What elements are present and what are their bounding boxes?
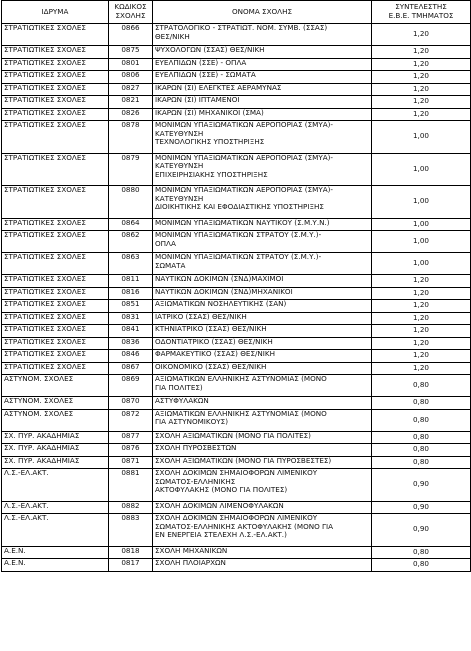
cell-school-code: 0841	[109, 325, 153, 338]
cell-institution: ΣΤΡΑΤΙΩΤΙΚΕΣ ΣΧΟΛΕΣ	[2, 218, 109, 231]
cell-school-name	[153, 186, 372, 219]
school-name-line: ΚΑΤΕΥΘΥΝΣΗ	[155, 193, 204, 203]
cell-institution: ΣΤΡΑΤΙΩΤΙΚΕΣ ΣΧΟΛΕΣ	[2, 275, 109, 288]
cell-institution: ΣΤΡΑΤΙΩΤΙΚΕΣ ΣΧΟΛΕΣ	[2, 325, 109, 338]
cell-school-code: 0836	[109, 337, 153, 350]
school-name-line: ΜΟΝΙΜΩΝ ΥΠΑΞΙΩΜΑΤΙΚΩΝ ΣΤΡΑΤΟΥ (Σ.Μ.Υ.)-	[155, 230, 322, 239]
cell-coefficient: 1,20	[372, 300, 471, 313]
cell-school-code: 0817	[109, 559, 153, 572]
cell-school-name	[153, 24, 372, 46]
table-row	[2, 546, 471, 559]
cell-coefficient: 1,20	[372, 108, 471, 121]
cell-coefficient: 1,20	[372, 46, 471, 59]
cell-school-name	[153, 58, 372, 71]
table-row	[2, 312, 471, 325]
school-name-line: ΙΚΑΡΩΝ (ΣΙ) ΜΗΧΑΝΙΚΟΙ (ΣΜΑ)	[155, 108, 264, 117]
cell-school-code: 0811	[109, 275, 153, 288]
cell-institution: ΑΣΤΥΝΟΜ. ΣΧΟΛΕΣ	[2, 375, 109, 397]
school-name-line: ΣΧΟΛΗ ΔΟΚΙΜΩΝ ΣΗΜΑΙΟΦΟΡΩΝ ΛΙΜΕΝΙΚΟΥ	[155, 468, 318, 477]
school-name-line: ΣΧΟΛΗ ΠΥΡΟΣΒΕΣΤΩΝ	[155, 443, 237, 452]
table-row	[2, 514, 471, 547]
table-row	[2, 325, 471, 338]
cell-school-code: 0827	[109, 83, 153, 96]
cell-school-code: 0883	[109, 514, 153, 547]
school-name-line: ΣΧΟΛΗ ΔΟΚΙΜΩΝ ΛΙΜΕΝΟΦΥΛΑΚΩΝ	[155, 501, 284, 510]
cell-coefficient: 1,20	[372, 362, 471, 375]
school-name-line: ΙΚΑΡΩΝ (ΣΙ) ΕΛΕΓΚΤΕΣ ΑΕΡΑΜΥΝΑΣ	[155, 83, 282, 92]
table-row	[2, 501, 471, 514]
cell-school-code: 0872	[109, 409, 153, 431]
cell-school-code: 0875	[109, 46, 153, 59]
cell-coefficient: 0,80	[372, 546, 471, 559]
table-row	[2, 350, 471, 363]
school-name-line: ΕΝ ΕΝΕΡΓΕΙΑ ΣΤΕΛΕΧΗ Λ.Σ.-ΕΛ.ΑΚΤ.)	[155, 530, 287, 540]
cell-coefficient: 0,80	[372, 559, 471, 572]
school-name-line: ΚΑΤΕΥΘΥΝΣΗ	[155, 128, 204, 138]
cell-school-name	[153, 431, 372, 444]
school-name-line: ΜΟΝΙΜΩΝ ΥΠΑΞΙΩΜΑΤΙΚΩΝ ΑΕΡΟΠΟΡΙΑΣ (ΣΜΥΑ)-	[155, 185, 334, 194]
cell-coefficient: 0,90	[372, 469, 471, 502]
table-row	[2, 58, 471, 71]
table-row	[2, 24, 471, 46]
cell-institution: ΣΤΡΑΤΙΩΤΙΚΕΣ ΣΧΟΛΕΣ	[2, 71, 109, 84]
cell-school-name	[153, 300, 372, 313]
header-school-code: ΚΩΔΙΚΟΣ ΣΧΟΛΗΣ	[109, 1, 153, 24]
cell-school-code: 0851	[109, 300, 153, 313]
cell-institution: ΣΤΡΑΤΙΩΤΙΚΕΣ ΣΧΟΛΕΣ	[2, 186, 109, 219]
cell-school-name	[153, 46, 372, 59]
school-name-line: ΟΙΚΟΝΟΜΙΚΟ (ΣΣΑΣ) ΘΕΣ/ΝΙΚΗ	[155, 362, 267, 371]
table-row	[2, 300, 471, 313]
table-row	[2, 559, 471, 572]
cell-coefficient: 1,20	[372, 83, 471, 96]
cell-institution: ΣΤΡΑΤΙΩΤΙΚΕΣ ΣΧΟΛΕΣ	[2, 312, 109, 325]
cell-institution: ΑΣΤΥΝΟΜ. ΣΧΟΛΕΣ	[2, 409, 109, 431]
cell-school-name	[153, 218, 372, 231]
cell-coefficient: 1,20	[372, 337, 471, 350]
school-name-line: ΦΑΡΜΑΚΕΥΤΙΚΟ (ΣΣΑΣ) ΘΕΣ/ΝΙΚΗ	[155, 349, 276, 358]
school-name-line: ΜΟΝΙΜΩΝ ΥΠΑΞΙΩΜΑΤΙΚΩΝ ΑΕΡΟΠΟΡΙΑΣ (ΣΜΥΑ)-	[155, 120, 334, 129]
school-name-line: ΝΑΥΤΙΚΩΝ ΔΟΚΙΜΩΝ (ΣΝΔ)ΜΑΧΙΜΟΙ	[155, 274, 284, 283]
cell-school-name	[153, 559, 372, 572]
table-row	[2, 186, 471, 219]
cell-school-name	[153, 362, 372, 375]
school-name-line: ΚΑΤΕΥΘΥΝΣΗ	[155, 161, 204, 171]
cell-coefficient: 0,80	[372, 397, 471, 410]
table-row	[2, 397, 471, 410]
school-name-line: ΜΟΝΙΜΩΝ ΥΠΑΞΙΩΜΑΤΙΚΩΝ ΑΕΡΟΠΟΡΙΑΣ (ΣΜΥΑ)-	[155, 153, 334, 162]
cell-coefficient: 1,20	[372, 24, 471, 46]
cell-institution: ΣΤΡΑΤΙΩΤΙΚΕΣ ΣΧΟΛΕΣ	[2, 253, 109, 275]
cell-school-code: 0870	[109, 397, 153, 410]
cell-school-code: 0831	[109, 312, 153, 325]
school-name-line: ΔΙΟΙΚΗΤΙΚΗΣ ΚΑΙ ΕΦΟΔΙΑΣΤΙΚΗΣ ΥΠΟΣΤΗΡΙΞΗΣ	[155, 202, 324, 212]
cell-coefficient: 1,20	[372, 325, 471, 338]
cell-coefficient: 1,00	[372, 186, 471, 219]
cell-school-code: 0816	[109, 287, 153, 300]
table-row	[2, 456, 471, 469]
cell-school-code: 0877	[109, 431, 153, 444]
school-name-line: ΣΧΟΛΗ ΠΛΟΙΑΡΧΩΝ	[155, 558, 226, 567]
cell-coefficient: 1,20	[372, 350, 471, 363]
table-row	[2, 469, 471, 502]
cell-school-code: 0869	[109, 375, 153, 397]
school-name-line: ΓΙΑ ΑΣΤΥΝΟΜΙΚΟΥΣ)	[155, 417, 229, 427]
cell-coefficient: 1,00	[372, 121, 471, 154]
cell-school-name	[153, 409, 372, 431]
cell-school-code: 0867	[109, 362, 153, 375]
cell-school-name	[153, 312, 372, 325]
cell-school-code: 0879	[109, 153, 153, 186]
table-row	[2, 275, 471, 288]
cell-coefficient: 0,90	[372, 514, 471, 547]
school-name-line: ΣΩΜΑΤΟΣ-ΕΛΛΗΝΙΚΗΣ	[155, 476, 236, 486]
cell-school-code: 0863	[109, 253, 153, 275]
header-coefficient: ΣΥΝΤΕΛΕΣΤΗΣ Ε.Β.Ε. ΤΜΗΜΑΤΟΣ	[372, 1, 471, 24]
table-row	[2, 108, 471, 121]
cell-institution: ΣΧ. ΠΥΡ. ΑΚΑΔΗΜΙΑΣ	[2, 431, 109, 444]
school-name-line: ΣΧΟΛΗ ΔΟΚΙΜΩΝ ΣΗΜΑΙΟΦΟΡΩΝ ΛΙΜΕΝΙΚΟΥ	[155, 513, 318, 522]
table-row	[2, 253, 471, 275]
cell-institution: ΣΤΡΑΤΙΩΤΙΚΕΣ ΣΧΟΛΕΣ	[2, 287, 109, 300]
cell-institution: Α.Ε.Ν.	[2, 559, 109, 572]
school-name-line: ΙΑΤΡΙΚΟ (ΣΣΑΣ) ΘΕΣ/ΝΙΚΗ	[155, 312, 247, 321]
cell-institution: ΣΤΡΑΤΙΩΤΙΚΕΣ ΣΧΟΛΕΣ	[2, 121, 109, 154]
cell-coefficient: 0,80	[372, 431, 471, 444]
table-row	[2, 409, 471, 431]
cell-institution: Λ.Σ.-ΕΛ.ΑΚΤ.	[2, 501, 109, 514]
cell-school-code: 0882	[109, 501, 153, 514]
cell-school-code: 0846	[109, 350, 153, 363]
table-row	[2, 287, 471, 300]
cell-coefficient: 0,80	[372, 456, 471, 469]
cell-school-name	[153, 325, 372, 338]
cell-institution: ΣΤΡΑΤΙΩΤΙΚΕΣ ΣΧΟΛΕΣ	[2, 58, 109, 71]
cell-school-name	[153, 456, 372, 469]
school-name-line: ΣΧΟΛΗ ΜΗΧΑΝΙΚΩΝ	[155, 546, 228, 555]
cell-institution: ΑΣΤΥΝΟΜ. ΣΧΟΛΕΣ	[2, 397, 109, 410]
cell-school-name	[153, 275, 372, 288]
cell-institution: ΣΤΡΑΤΙΩΤΙΚΕΣ ΣΧΟΛΕΣ	[2, 108, 109, 121]
cell-institution: ΣΤΡΑΤΙΩΤΙΚΕΣ ΣΧΟΛΕΣ	[2, 153, 109, 186]
cell-institution: ΣΤΡΑΤΙΩΤΙΚΕΣ ΣΧΟΛΕΣ	[2, 362, 109, 375]
school-name-line: ΜΟΝΙΜΩΝ ΥΠΑΞΙΩΜΑΤΙΚΩΝ ΝΑΥΤΙΚΟΥ (Σ.Μ.Υ.Ν.)	[155, 218, 330, 227]
school-name-line: ΣΧΟΛΗ ΑΞΙΩΜΑΤΙΚΩΝ (ΜΟΝΟ ΓΙΑ ΠΟΛΙΤΕΣ)	[155, 431, 311, 440]
cell-coefficient: 1,20	[372, 287, 471, 300]
cell-school-name	[153, 397, 372, 410]
cell-school-name	[153, 71, 372, 84]
table-row	[2, 444, 471, 457]
school-name-line: ΟΠΛΑ	[155, 238, 176, 248]
cell-school-code: 0881	[109, 469, 153, 502]
cell-school-name	[153, 546, 372, 559]
cell-school-name	[153, 253, 372, 275]
school-name-line: ΝΑΥΤΙΚΩΝ ΔΟΚΙΜΩΝ (ΣΝΔ)ΜΗΧΑΝΙΚΟΙ	[155, 287, 293, 296]
cell-coefficient: 0,80	[372, 444, 471, 457]
cell-institution: ΣΤΡΑΤΙΩΤΙΚΕΣ ΣΧΟΛΕΣ	[2, 337, 109, 350]
cell-institution: ΣΤΡΑΤΙΩΤΙΚΕΣ ΣΧΟΛΕΣ	[2, 300, 109, 313]
table-row	[2, 71, 471, 84]
cell-school-code: 0826	[109, 108, 153, 121]
school-name-line: ΟΔΟΝΤΙΑΤΡΙΚΟ (ΣΣΑΣ) ΘΕΣ/ΝΙΚΗ	[155, 337, 273, 346]
cell-school-code: 0821	[109, 96, 153, 109]
cell-school-code: 0801	[109, 58, 153, 71]
table-row	[2, 431, 471, 444]
cell-school-code: 0864	[109, 218, 153, 231]
table-row	[2, 218, 471, 231]
table-row	[2, 96, 471, 109]
school-name-line: ΙΚΑΡΩΝ (ΣΙ) ΙΠΤΑΜΕΝΟΙ	[155, 95, 240, 104]
cell-coefficient: 0,90	[372, 501, 471, 514]
school-name-line: ΑΣΤΥΦΥΛΑΚΩΝ	[155, 396, 209, 405]
cell-coefficient: 1,20	[372, 58, 471, 71]
cell-institution: Λ.Σ.-ΕΛ.ΑΚΤ.	[2, 469, 109, 502]
cell-coefficient: 1,00	[372, 253, 471, 275]
cell-institution: Α.Ε.Ν.	[2, 546, 109, 559]
school-name-line: ΨΥΧΟΛΟΓΩΝ (ΣΣΑΣ) ΘΕΣ/ΝΙΚΗ	[155, 45, 265, 54]
cell-school-name	[153, 501, 372, 514]
table-row	[2, 46, 471, 59]
cell-institution: ΣΤΡΑΤΙΩΤΙΚΕΣ ΣΧΟΛΕΣ	[2, 24, 109, 46]
cell-school-code: 0806	[109, 71, 153, 84]
cell-school-code: 0862	[109, 231, 153, 253]
school-name-line: ΑΞΙΩΜΑΤΙΚΩΝ ΝΟΣΗΛΕΥΤΙΚΗΣ (ΣΑΝ)	[155, 299, 287, 308]
school-name-line: ΕΥΕΛΠΙΔΩΝ (ΣΣΕ) - ΟΠΛΑ	[155, 58, 247, 67]
cell-coefficient: 1,00	[372, 231, 471, 253]
cell-coefficient: 1,20	[372, 312, 471, 325]
cell-institution: Λ.Σ.-ΕΛ.ΑΚΤ.	[2, 514, 109, 547]
cell-coefficient: 0,80	[372, 375, 471, 397]
cell-institution: ΣΤΡΑΤΙΩΤΙΚΕΣ ΣΧΟΛΕΣ	[2, 350, 109, 363]
school-name-line: ΑΞΙΩΜΑΤΙΚΩΝ ΕΛΛΗΝΙΚΗΣ ΑΣΤΥΝΟΜΙΑΣ (ΜΟΝΟ	[155, 409, 327, 418]
cell-school-name	[153, 469, 372, 502]
schools-table	[1, 0, 471, 572]
school-name-line: ΣΩΜΑΤΑ	[155, 260, 186, 270]
school-name-line: ΣΧΟΛΗ ΑΞΙΩΜΑΤΙΚΩΝ (ΜΟΝΟ ΓΙΑ ΠΥΡΟΣΒΕΣΤΕΣ)	[155, 456, 332, 465]
cell-school-code: 0880	[109, 186, 153, 219]
school-name-line: ΑΚΤΟΦΥΛΑΚΗΣ (ΜΟΝΟ ΓΙΑ ΠΟΛΙΤΕΣ)	[155, 485, 288, 495]
cell-school-name	[153, 337, 372, 350]
cell-school-code: 0866	[109, 24, 153, 46]
cell-school-name	[153, 121, 372, 154]
school-name-line: ΚΤΗΝΙΑΤΡΙΚΟ (ΣΣΑΣ) ΘΕΣ/ΝΙΚΗ	[155, 324, 267, 333]
school-name-line: ΣΤΡΑΤΟΛΟΓΙΚΟ - ΣΤΡΑΤΙΩΤ. ΝΟΜ. ΣΥΜΒ. (ΣΣΑΣ)	[155, 23, 328, 32]
cell-coefficient: 1,20	[372, 275, 471, 288]
cell-coefficient: 0,80	[372, 409, 471, 431]
school-name-line: ΕΥΕΛΠΙΔΩΝ (ΣΣΕ) - ΣΩΜΑΤΑ	[155, 70, 256, 79]
school-name-line: ΓΙΑ ΠΟΛΙΤΕΣ)	[155, 382, 203, 392]
cell-coefficient: 1,20	[372, 96, 471, 109]
table-row	[2, 362, 471, 375]
cell-coefficient: 1,00	[372, 153, 471, 186]
cell-school-name	[153, 287, 372, 300]
cell-institution: ΣΧ. ΠΥΡ. ΑΚΑΔΗΜΙΑΣ	[2, 456, 109, 469]
cell-institution: ΣΧ. ΠΥΡ. ΑΚΑΔΗΜΙΑΣ	[2, 444, 109, 457]
cell-school-code: 0878	[109, 121, 153, 154]
table-row	[2, 153, 471, 186]
cell-school-name	[153, 108, 372, 121]
cell-school-name	[153, 83, 372, 96]
cell-school-name	[153, 514, 372, 547]
cell-coefficient: 1,20	[372, 71, 471, 84]
table-body	[2, 24, 471, 572]
cell-coefficient: 1,00	[372, 218, 471, 231]
school-name-line: ΤΕΧΝΟΛΟΓΙΚΗΣ ΥΠΟΣΤΗΡΙΞΗΣ	[155, 137, 265, 147]
header-row	[2, 1, 471, 24]
cell-institution: ΣΤΡΑΤΙΩΤΙΚΕΣ ΣΧΟΛΕΣ	[2, 83, 109, 96]
cell-institution: ΣΤΡΑΤΙΩΤΙΚΕΣ ΣΧΟΛΕΣ	[2, 46, 109, 59]
cell-school-name	[153, 350, 372, 363]
table-row	[2, 375, 471, 397]
cell-school-code: 0876	[109, 444, 153, 457]
school-name-line: ΑΞΙΩΜΑΤΙΚΩΝ ΕΛΛΗΝΙΚΗΣ ΑΣΤΥΝΟΜΙΑΣ (ΜΟΝΟ	[155, 374, 327, 383]
cell-school-name	[153, 444, 372, 457]
table-row	[2, 121, 471, 154]
cell-institution: ΣΤΡΑΤΙΩΤΙΚΕΣ ΣΧΟΛΕΣ	[2, 231, 109, 253]
cell-school-name	[153, 375, 372, 397]
cell-school-code: 0818	[109, 546, 153, 559]
school-name-line: ΣΩΜΑΤΟΣ-ΕΛΛΗΝΙΚΗΣ ΑΚΤΟΦΥΛΑΚΗΣ (ΜΟΝΟ ΓΙΑ	[155, 521, 334, 531]
header-institution: ΙΔΡΥΜΑ	[2, 1, 109, 24]
cell-school-name	[153, 153, 372, 186]
cell-institution: ΣΤΡΑΤΙΩΤΙΚΕΣ ΣΧΟΛΕΣ	[2, 96, 109, 109]
cell-school-name	[153, 231, 372, 253]
cell-school-name	[153, 96, 372, 109]
table-row	[2, 83, 471, 96]
school-name-line: ΕΠΙΧΕΙΡΗΣΙΑΚΗΣ ΥΠΟΣΤΗΡΙΞΗΣ	[155, 169, 268, 179]
school-name-line: ΘΕΣ/ΝΙΚΗ	[155, 31, 190, 41]
header-school-name: ΟΝΟΜΑ ΣΧΟΛΗΣ	[153, 1, 372, 24]
table-row	[2, 337, 471, 350]
cell-school-code: 0871	[109, 456, 153, 469]
table-row	[2, 231, 471, 253]
school-name-line: ΜΟΝΙΜΩΝ ΥΠΑΞΙΩΜΑΤΙΚΩΝ ΣΤΡΑΤΟΥ (Σ.Μ.Υ.)-	[155, 252, 322, 261]
